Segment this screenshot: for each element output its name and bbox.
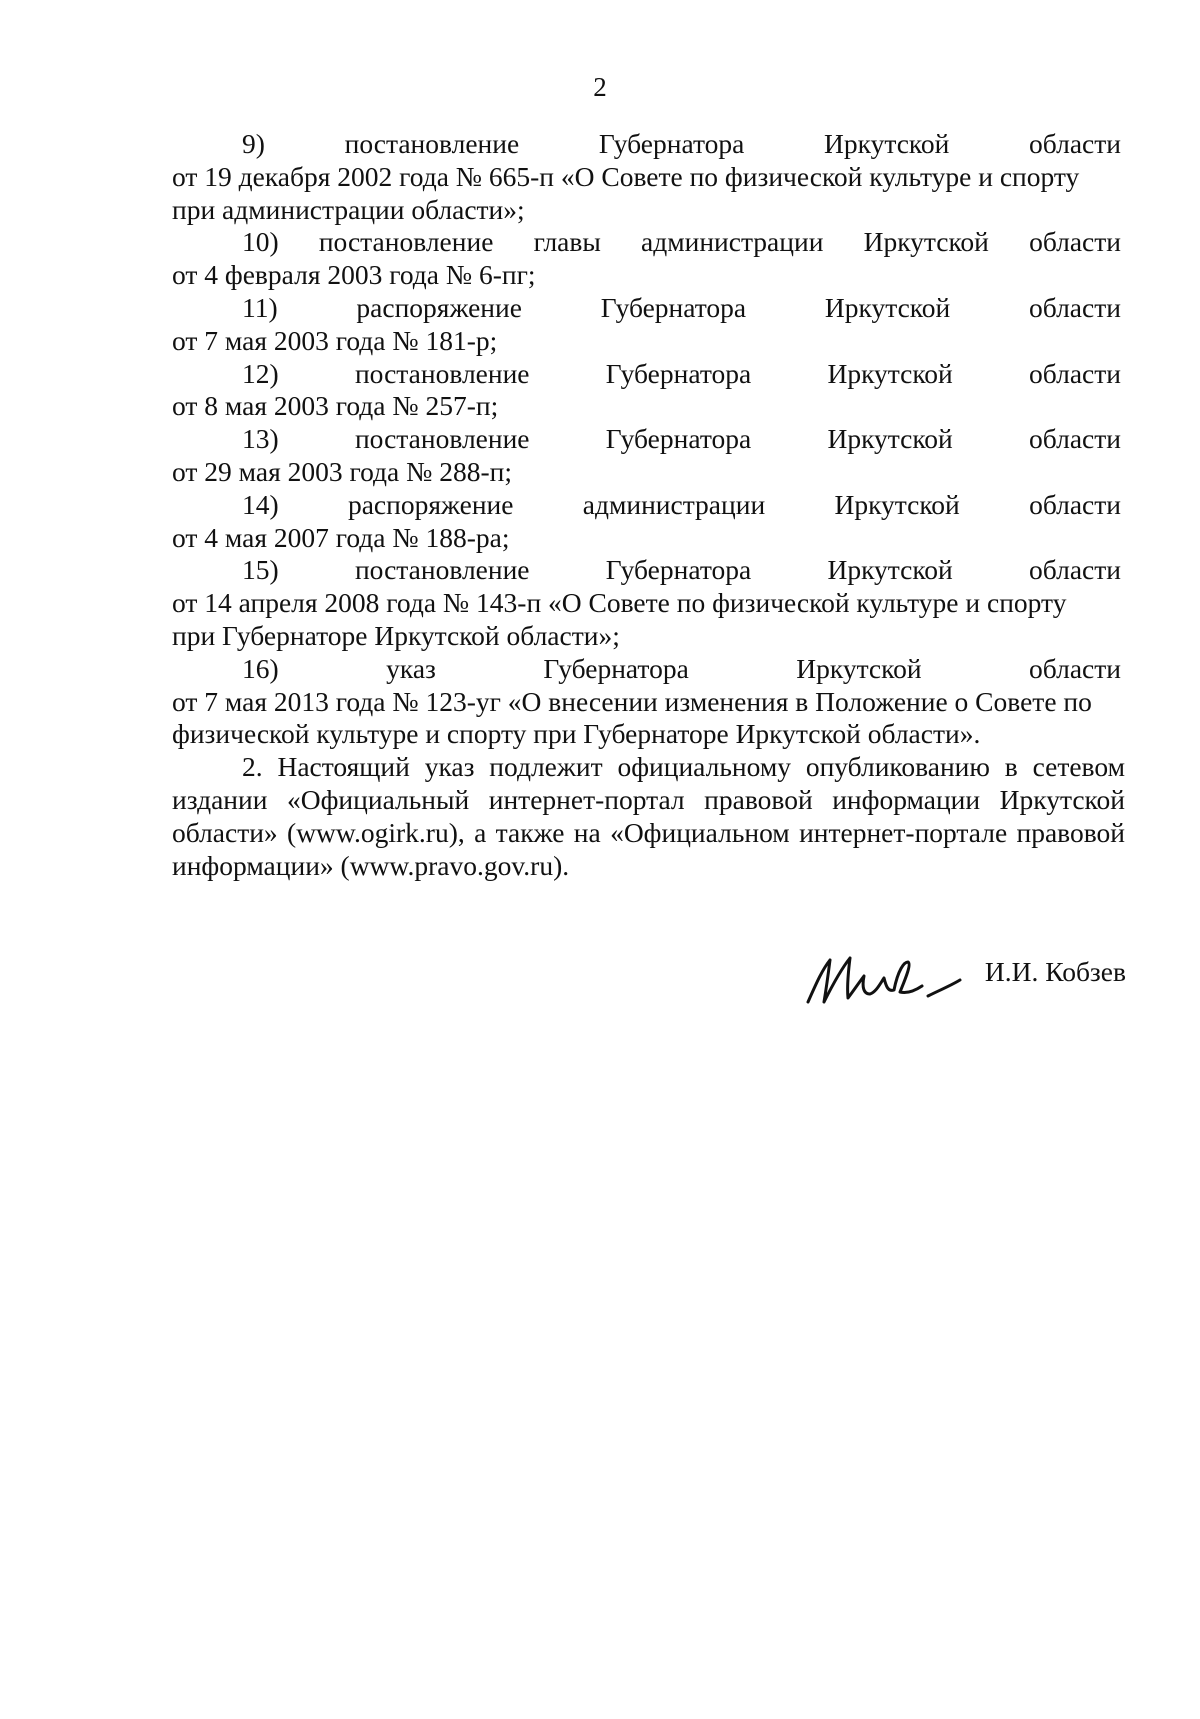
list-item-heading [172,128,1125,161]
list-item-text: от 8 мая 2003 года № 257-п; [172,390,499,422]
heading-word: Губернатора [600,291,747,323]
list-item [172,554,1125,652]
heading-word: постановление [344,128,520,159]
page-number: 2 [593,72,607,102]
list-item-heading [172,358,1125,391]
heading-word: Губернатора [543,652,689,684]
heading-word: Иркутской [827,357,953,389]
heading-word: Губернатора [605,554,752,586]
list-item [172,489,1125,555]
heading-word: администрации [641,226,824,258]
heading-word: 14) [242,488,279,520]
heading-word: области [1029,291,1121,323]
list-item-text: от 19 декабря 2002 года № 665-п «О Совете по физической культуре и спорту [172,160,1080,192]
list-item [172,653,1125,751]
heading-word: области [1029,554,1121,586]
heading-word: области [1029,357,1121,389]
list-item-text: от 29 мая 2003 года № 288-п; [172,455,512,487]
heading-word: указ [386,652,436,684]
heading-word: администрации [582,488,766,520]
heading-word: 13) [242,423,279,455]
list-item-heading [172,292,1125,325]
list-item-text: от 7 мая 2013 года № 123-уг «О внесении изменения в Положение о Совете по [172,685,1092,717]
heading-word: 16) [242,652,279,684]
heading-word: Иркутской [824,291,951,323]
list-item [172,423,1125,489]
heading-word: постановление [354,357,530,389]
heading-word: Иркутской [863,226,989,258]
list-item-text: физической культуре и спорту при Губернаторе Иркутской области». [172,718,981,750]
handwritten-signature [800,940,1000,1010]
list-item-heading [172,423,1125,456]
heading-word: Иркутской [834,488,960,520]
heading-word: 12) [242,357,279,389]
heading-word: главы [533,226,601,258]
signer-name: И.И. Кобзев [984,956,1126,987]
heading-word: области [1029,423,1121,455]
heading-word: Губернатора [605,357,752,389]
heading-word: распоряжение [347,488,514,520]
list-item-heading [172,653,1125,686]
list-item [172,226,1125,292]
heading-word: области [1029,652,1121,684]
list-item-text: от 4 февраля 2003 года № 6-пг; [172,259,536,291]
list-item [172,292,1125,358]
heading-word: Губернатора [598,128,745,159]
heading-word: области [1029,226,1121,258]
heading-word: постановление [354,554,530,586]
document-body [172,128,1125,882]
heading-word: Иркутской [796,652,922,684]
heading-word: Губернатора [605,423,752,455]
heading-word: 9) [242,128,265,159]
publication-paragraph: 2. Настоящий указ подлежит официальному опубликованию в сетевом издании «Официальный интернет-портал правовой информации Иркутской области» (www.ogirk.ru), а также на «Официальном интернет-портале правовой информации» (www.pravo.gov.ru). [172,751,1125,881]
list-item [172,358,1125,424]
heading-word: Иркутской [827,423,953,455]
list-item-text: при администрации области»; [172,193,525,225]
repealed-acts-list [172,128,1125,751]
signature-block [800,940,1130,1010]
heading-word: 10) [242,226,279,258]
list-item-text: от 4 мая 2007 года № 188-ра; [172,521,510,553]
heading-word: 15) [242,554,279,586]
heading-word: 11) [242,291,278,323]
list-item-text: от 7 мая 2003 года № 181-р; [172,324,498,356]
list-item-heading [172,554,1125,587]
heading-word: распоряжение [356,291,522,323]
heading-word: области [1029,128,1121,159]
list-item-text: от 14 апреля 2008 года № 143-п «О Совете по физической культуре и спорту [172,587,1067,619]
list-item-text: при Губернаторе Иркутской области»; [172,619,620,651]
heading-word: постановление [318,226,494,258]
heading-word: постановление [354,423,530,455]
list-item-heading [172,226,1125,259]
heading-word: Иркутской [824,128,950,159]
heading-word: области [1029,488,1121,520]
list-item-heading [172,489,1125,522]
list-item [172,128,1125,226]
heading-word: Иркутской [827,554,953,586]
